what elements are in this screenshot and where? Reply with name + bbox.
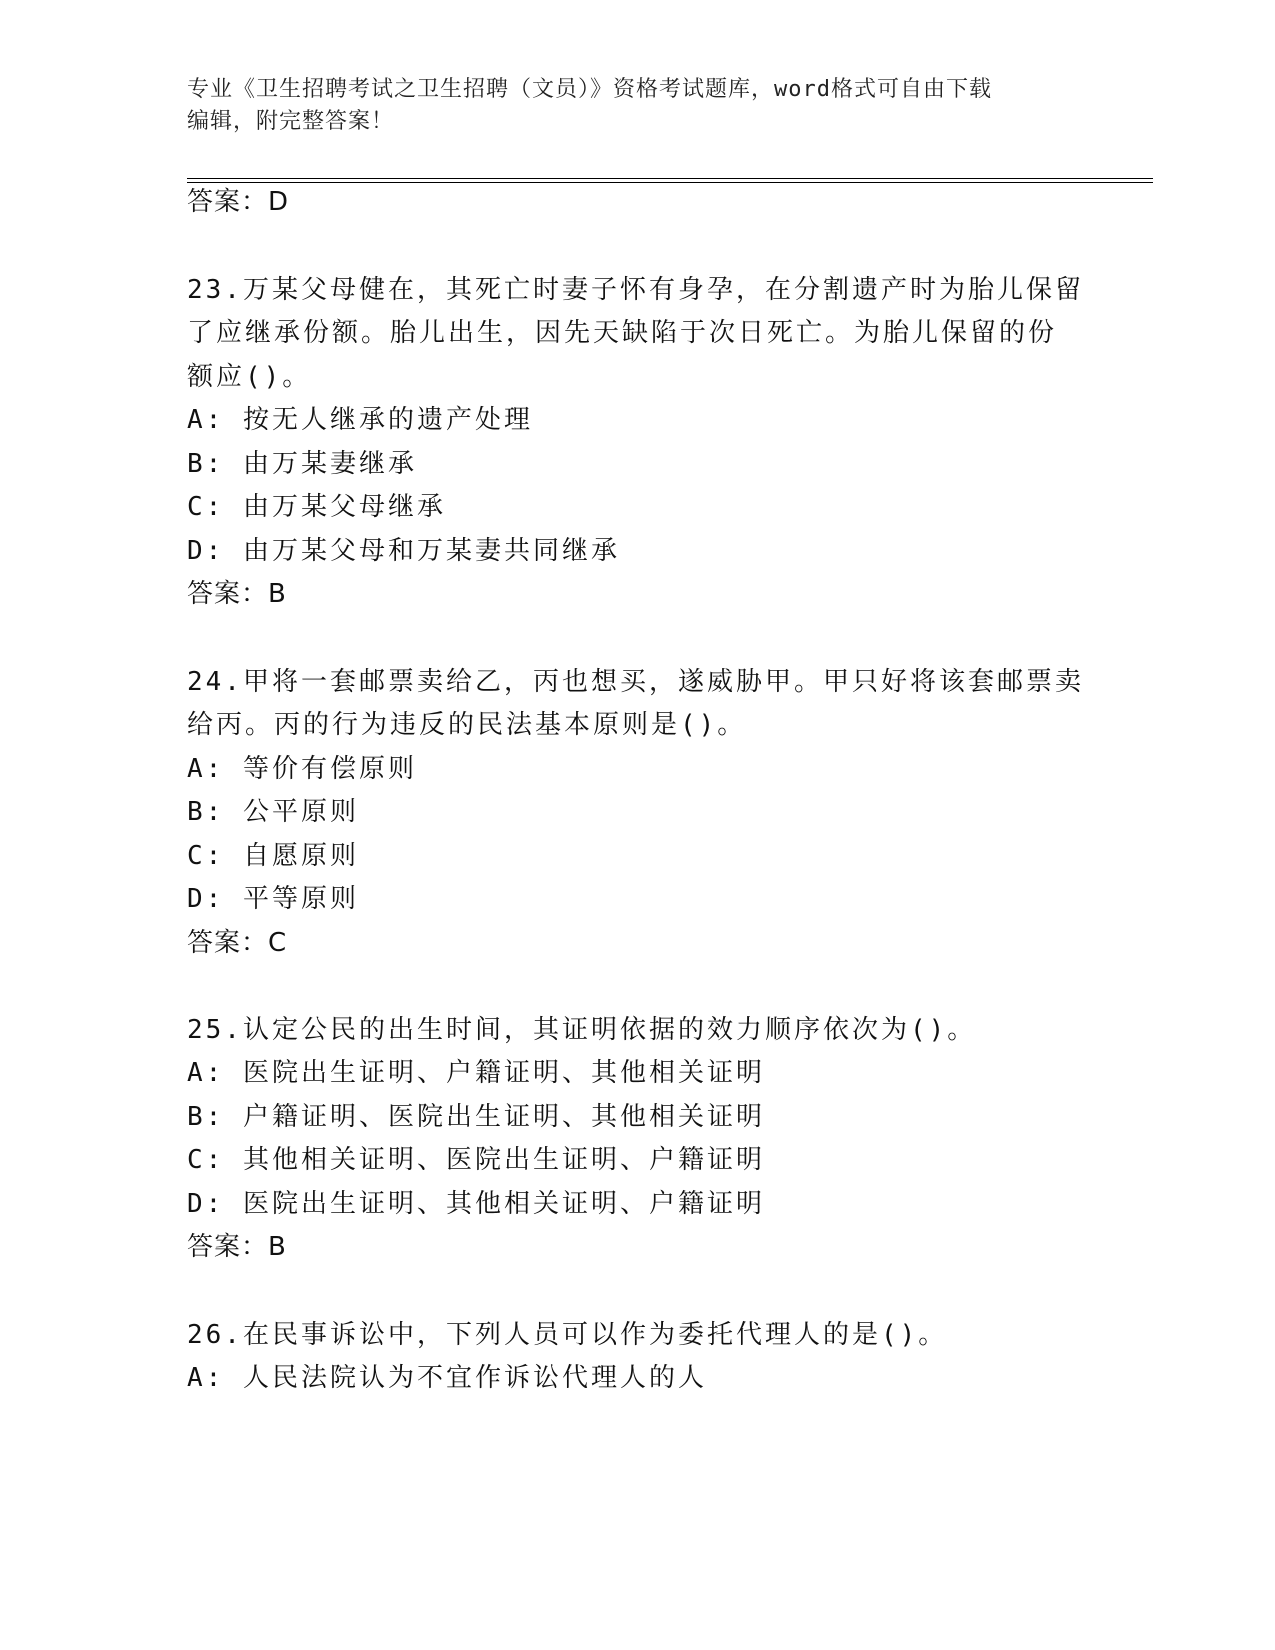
option-a: A: 医院出生证明、户籍证明、其他相关证明 — [187, 1058, 765, 1088]
header-rule-bottom — [187, 182, 1153, 183]
header-line-2: 编辑，附完整答案！ — [187, 109, 395, 134]
option-d: D: 平等原则 — [187, 884, 359, 914]
option-c: C: 其他相关证明、医院出生证明、户籍证明 — [187, 1145, 765, 1175]
option-a: A: 人民法院认为不宜作诉讼代理人的人 — [187, 1363, 707, 1393]
question-stem-line: 23.万某父母健在，其死亡时妻子怀有身孕，在分割遗产时为胎儿保留 — [187, 275, 1084, 305]
document-header — [187, 74, 1087, 138]
question-stem-line: 了应继承份额。胎儿出生，因先天缺陷于次日死亡。为胎儿保留的份 — [187, 318, 1058, 348]
option-d: D: 医院出生证明、其他相关证明、户籍证明 — [187, 1189, 765, 1219]
option-b: B: 由万某妻继承 — [187, 449, 417, 479]
header-rule-top — [187, 178, 1153, 179]
question-stem-line: 额应()。 — [187, 362, 312, 392]
question-stem-line: 25.认定公民的出生时间，其证明依据的效力顺序依次为()。 — [187, 1015, 977, 1045]
answer: 答案：B — [187, 1232, 287, 1262]
option-b: B: 户籍证明、医院出生证明、其他相关证明 — [187, 1102, 765, 1132]
question-stem-line: 26.在民事诉讼中，下列人员可以作为委托代理人的是()。 — [187, 1320, 948, 1350]
question-stem-line: 给丙。丙的行为违反的民法基本原则是()。 — [187, 710, 747, 740]
option-a: A: 按无人继承的遗产处理 — [187, 405, 533, 435]
answer: 答案：B — [187, 579, 287, 609]
option-c: C: 由万某父母继承 — [187, 492, 446, 522]
question-stem-line: 24.甲将一套邮票卖给乙，丙也想买，遂威胁甲。甲只好将该套邮票卖 — [187, 667, 1084, 697]
option-b: B: 公平原则 — [187, 797, 359, 827]
answer: 答案：C — [187, 928, 288, 958]
previous-answer: 答案：D — [187, 187, 290, 217]
header-line-1: 专业《卫生招聘考试之卫生招聘（文员）》资格考试题库，word格式可自由下载 — [187, 77, 992, 102]
option-c: C: 自愿原则 — [187, 841, 359, 871]
option-d: D: 由万某父母和万某妻共同继承 — [187, 536, 620, 566]
option-a: A: 等价有偿原则 — [187, 754, 417, 784]
